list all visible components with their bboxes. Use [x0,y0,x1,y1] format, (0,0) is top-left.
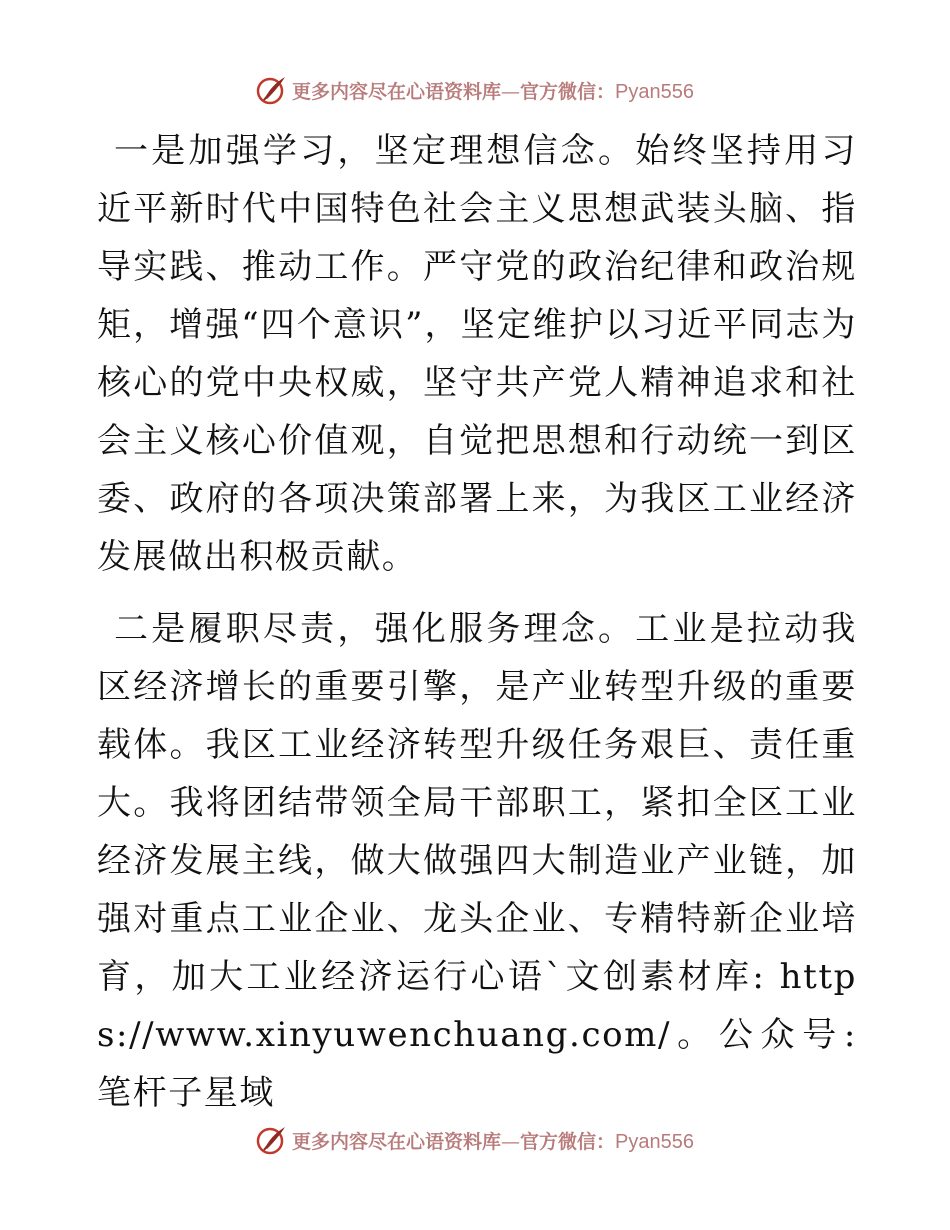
footer-separator: — [501,1130,521,1153]
footer-contact-value: Pyan556 [615,1130,694,1153]
footer-banner-text [292,1127,694,1154]
header-contact-label: 官方微信： [520,80,616,103]
header-banner [0,70,950,110]
paragraph-study: 一是加强学习，坚定理想信念。始终坚持用习近平新时代中国特色社会主义思想武装头脑、指导实践、推动工作。严守党的政治纪律和政治规矩，增强“四个意识”，坚定维护以习近平同志为核心的党中央权威，坚守共产党人精神追求和社会主义核心价值观，自觉把思想和行动统一到区委、政府的各项决策部署上来，为我区工业经济发展做出积极贡献。 [97,131,857,577]
quill-logo-icon [256,1124,288,1156]
footer-brand-text: 更多内容尽在心语资料库 [292,1130,502,1153]
header-banner-inner [256,74,694,106]
header-brand-text: 更多内容尽在心语资料库 [292,80,502,103]
header-banner-text [292,77,694,104]
quill-logo-icon [256,74,288,106]
footer-banner [0,1120,950,1160]
footer-contact-label: 官方微信： [520,1130,616,1153]
paragraph-duty: 二是履职尽责，强化服务理念。工业是拉动我区经济增长的重要引擎，是产业转型升级的重要载体。我区工业经济转型升级任务艰巨、责任重大。我将团结带领全局干部职工，紧扣全区工业经济发展主线，做大做强四大制造业产业链，加强对重点工业企业、龙头企业、专精特新企业培育，加大工业经济运行心语`文创素材库: https://www.xinyuwenchuang.com/。公众号: 笔杆子星域 [97,609,857,1113]
header-contact-value: Pyan556 [615,80,694,103]
document-body [97,122,857,1122]
footer-banner-inner [256,1124,694,1156]
header-separator: — [501,80,521,103]
